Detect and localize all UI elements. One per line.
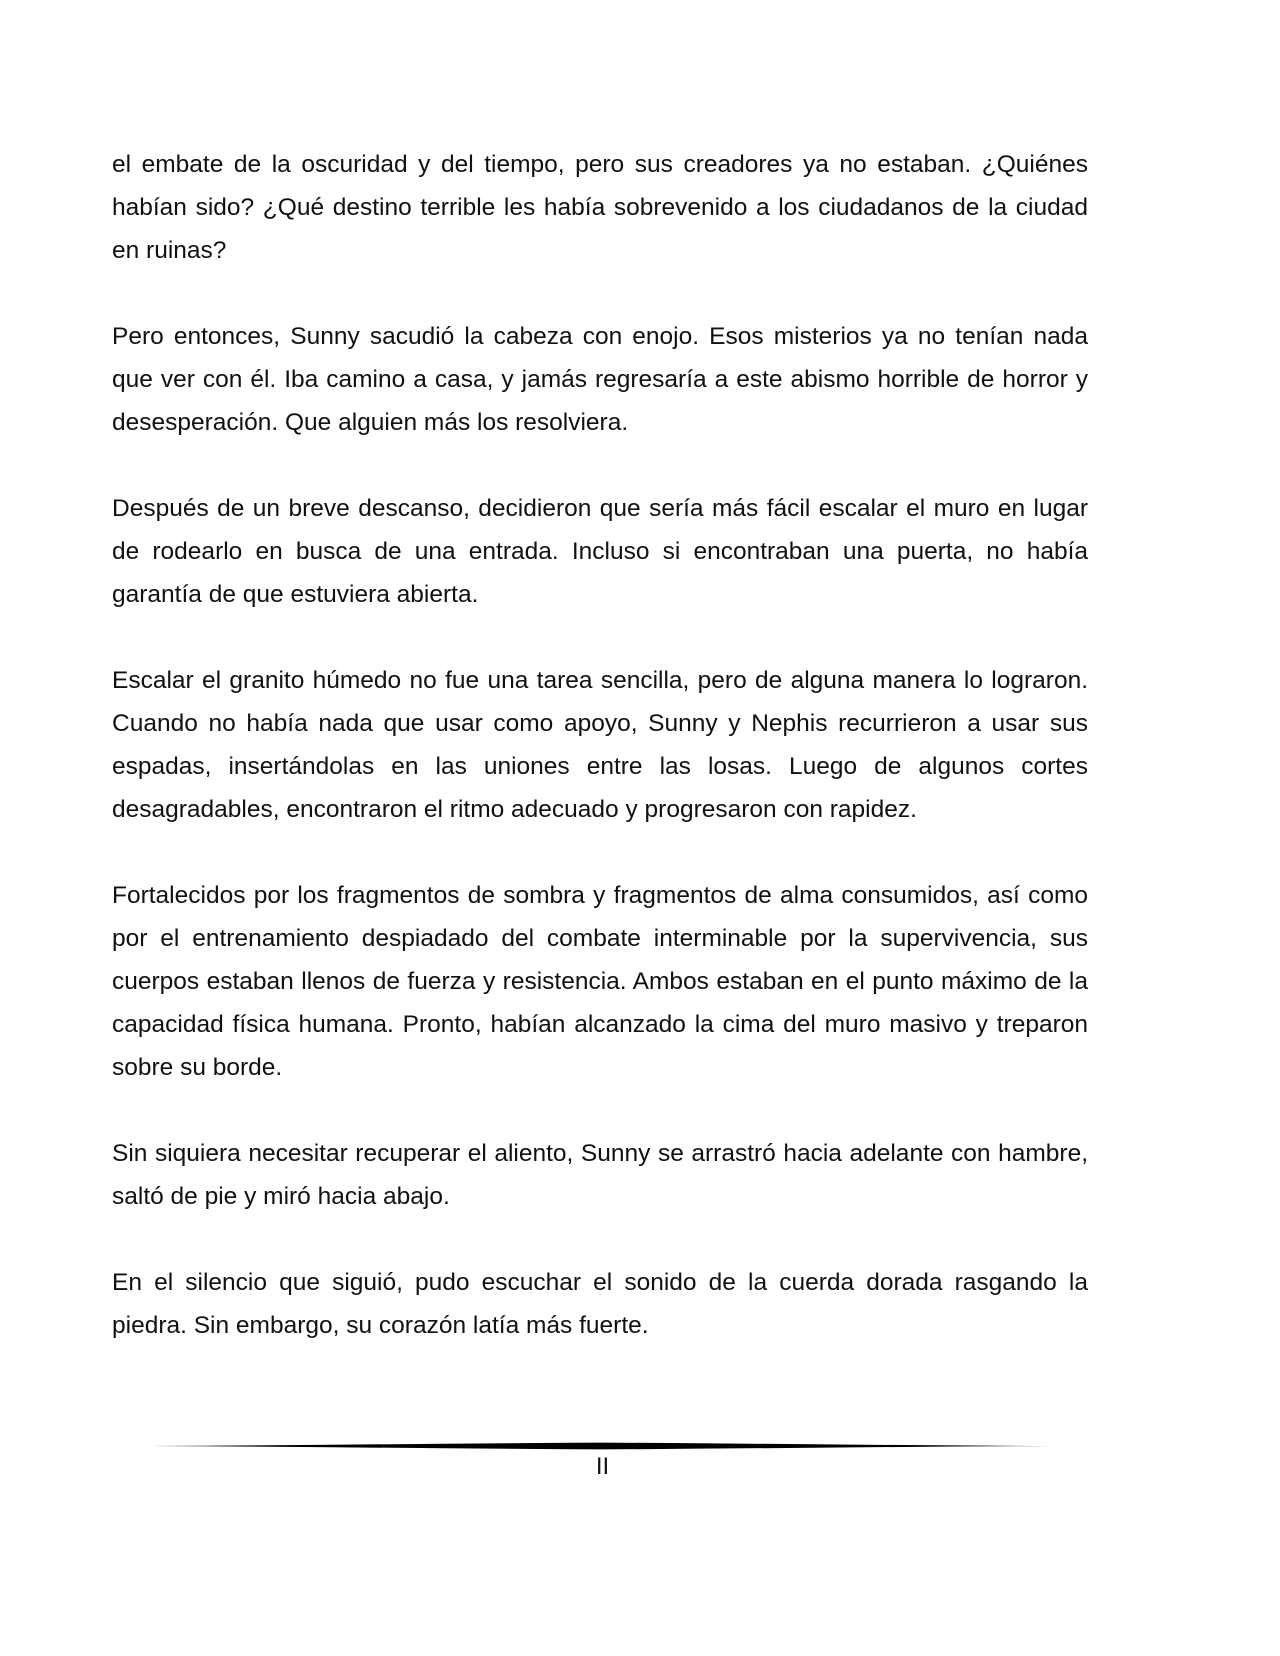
separator-swash (150, 1443, 1050, 1450)
paragraph-5: Fortalecidos por los fragmentos de sombra y fragmentos de alma consumidos, así como por el entrenamiento despiadado del combate interminable por la supervivencia, sus cuerpos estaban llenos de fuerza y resistencia. Ambos estaban en el punto máximo de la capacidad física humana. Pronto, habían alcanzado la cima del muro masivo y treparon sobre su borde. (112, 882, 1088, 1081)
paragraph-7: En el silencio que siguió, pudo escuchar el sonido de la cuerda dorada rasgando la piedra. Sin embargo, su corazón latía más fuerte. (112, 1269, 1088, 1339)
body-text (112, 143, 1088, 1347)
paragraph-2: Pero entonces, Sunny sacudió la cabeza con enojo. Esos misterios ya no tenían nada que ver con él. Iba camino a casa, y jamás regresaría a este abismo horrible de horror y desesperación. Que alguien más los resolviera. (112, 323, 1088, 436)
paragraph-4: Escalar el granito húmedo no fue una tarea sencilla, pero de alguna manera lo lograron. Cuando no había nada que usar como apoyo, Sunny y Nephis recurrieron a usar sus espadas, insertándolas en las uniones entre las losas. Luego de algunos cortes desagradables, encontraron el ritmo adecuado y progresaron con rapidez. (112, 667, 1088, 823)
paragraph-3: Después de un breve descanso, decidieron que sería más fácil escalar el muro en lugar de rodearlo en busca de una entrada. Incluso si encontraban una puerta, no había garantía de que estuviera abierta. (112, 495, 1088, 608)
footer-separator-rule (150, 1441, 1050, 1451)
paragraph-6: Sin siquiera necesitar recuperar el aliento, Sunny se arrastró hacia adelante con hambre, saltó de pie y miró hacia abajo. (112, 1140, 1088, 1210)
page-number: II (595, 1453, 610, 1480)
paragraph-1: el embate de la oscuridad y del tiempo, pero sus creadores ya no estaban. ¿Quiénes habían sido? ¿Qué destino terrible les había sobrevenido a los ciudadanos de la ciudad en ruinas? (112, 151, 1088, 264)
